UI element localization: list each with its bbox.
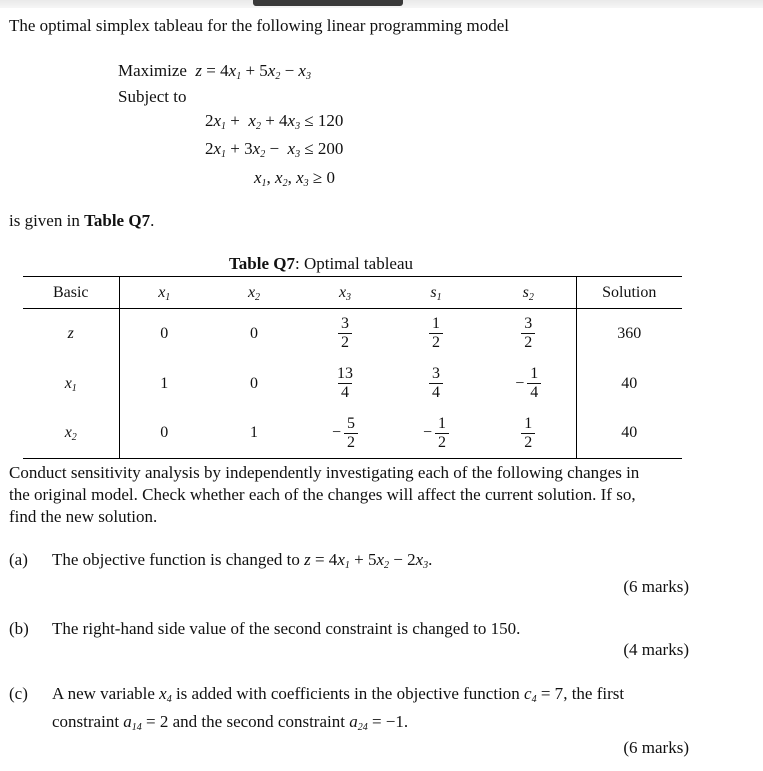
table-row [23, 409, 682, 459]
table-row [23, 309, 682, 359]
cell-x3: − $\frac{5}{2}$ [299, 409, 391, 459]
part-b-marks: (4 marks) [623, 640, 689, 659]
constraint-2: $2x_1 + 3x_2 - x_3 \le 200$ [205, 139, 344, 160]
subject-to-label: Subject to [118, 87, 187, 106]
part-a-label: (a) [9, 550, 28, 569]
cell-x3: $\frac{13}{4}$ [337, 365, 353, 401]
cell-x3: $\frac{3}{2}$ [299, 309, 391, 359]
cell-x2: 1 [209, 409, 299, 459]
part-c-line-2: constraint $a_{14} = 2$ and the second constraint $a_{24} = -1$. [52, 712, 409, 733]
objective-line: Maximize $z = 4x_1 + 5x_2 - x_3$ [118, 61, 311, 82]
cell-solution: 360 [617, 324, 642, 342]
header-s2: $s_2$ [481, 277, 576, 309]
table-reference: Table Q7 [84, 211, 151, 230]
part-c-line-1: A new variable $x_4$ is added with coefficients in the objective function $c_4 = 7$, the first [52, 684, 625, 705]
optimal-tableau [23, 276, 682, 459]
cell-x2: 0 [250, 324, 258, 342]
window-top-bar [0, 0, 763, 8]
cell-x2: 0 [250, 374, 258, 392]
cell-s2: $\frac{3}{2}$ [481, 309, 576, 359]
header-x3: $x_3$ [299, 277, 391, 309]
part-b-label: (b) [9, 619, 29, 638]
instructions-line-2: the original model. Check whether each of the changes will affect the current solution. If so, [9, 485, 636, 504]
table-caption: Table Q7: Optimal tableau [229, 254, 414, 273]
part-c-label: (c) [9, 684, 28, 703]
cell-s1: − $\frac{1}{2}$ [391, 409, 481, 459]
cell-x1: 0 [119, 409, 209, 459]
part-a-marks: (6 marks) [623, 577, 689, 596]
table-header-row [23, 277, 682, 309]
cell-solution: 40 [576, 409, 682, 459]
given-in-text: is given in Table Q7. [9, 211, 155, 230]
instructions-line-1: Conduct sensitivity analysis by independently investigating each of the following changes in [9, 463, 640, 482]
objective-expression: z [191, 61, 203, 80]
nonnegativity-constraint: $x_1$, $x_2$, $x_3 \ge 0$ [254, 168, 335, 189]
window-tab-handle [253, 0, 403, 6]
basic-var-x1: $x_1$ [23, 359, 119, 409]
cell-s2: − $\frac{1}{4}$ [481, 359, 576, 409]
cell-solution: 40 [621, 374, 638, 392]
table-row [23, 359, 682, 409]
constraint-1: $2x_1 + x_2 + 4x_3 \le 120$ [205, 111, 344, 132]
instructions-line-3: find the new solution. [9, 507, 158, 526]
intro-text: The optimal simplex tableau for the following linear programming model [9, 16, 509, 35]
header-x1: $x_1$ [119, 277, 209, 309]
cell-x1: 1 [160, 374, 169, 392]
part-b-text: The right-hand side value of the second constraint is changed to 150. [52, 619, 521, 638]
header-basic: Basic [23, 277, 119, 309]
cell-s2: $\frac{1}{2}$ [481, 409, 576, 459]
header-solution: Solution [576, 277, 682, 309]
header-s1: $s_1$ [391, 277, 481, 309]
basic-var-z: z [23, 309, 119, 359]
part-c-marks: (6 marks) [623, 738, 689, 757]
cell-s1: $\frac{3}{4}$ [391, 359, 481, 409]
cell-x1: 0 [160, 324, 169, 342]
maximize-label: Maximize [118, 61, 187, 80]
cell-s1: $\frac{1}{2}$ [391, 309, 481, 359]
header-x2: $x_2$ [209, 277, 299, 309]
basic-var-x2: $x_2$ [23, 409, 119, 459]
part-a-text: The objective function is changed to $z = 4x_1 + 5x_2 - 2x_3$. [52, 550, 433, 571]
